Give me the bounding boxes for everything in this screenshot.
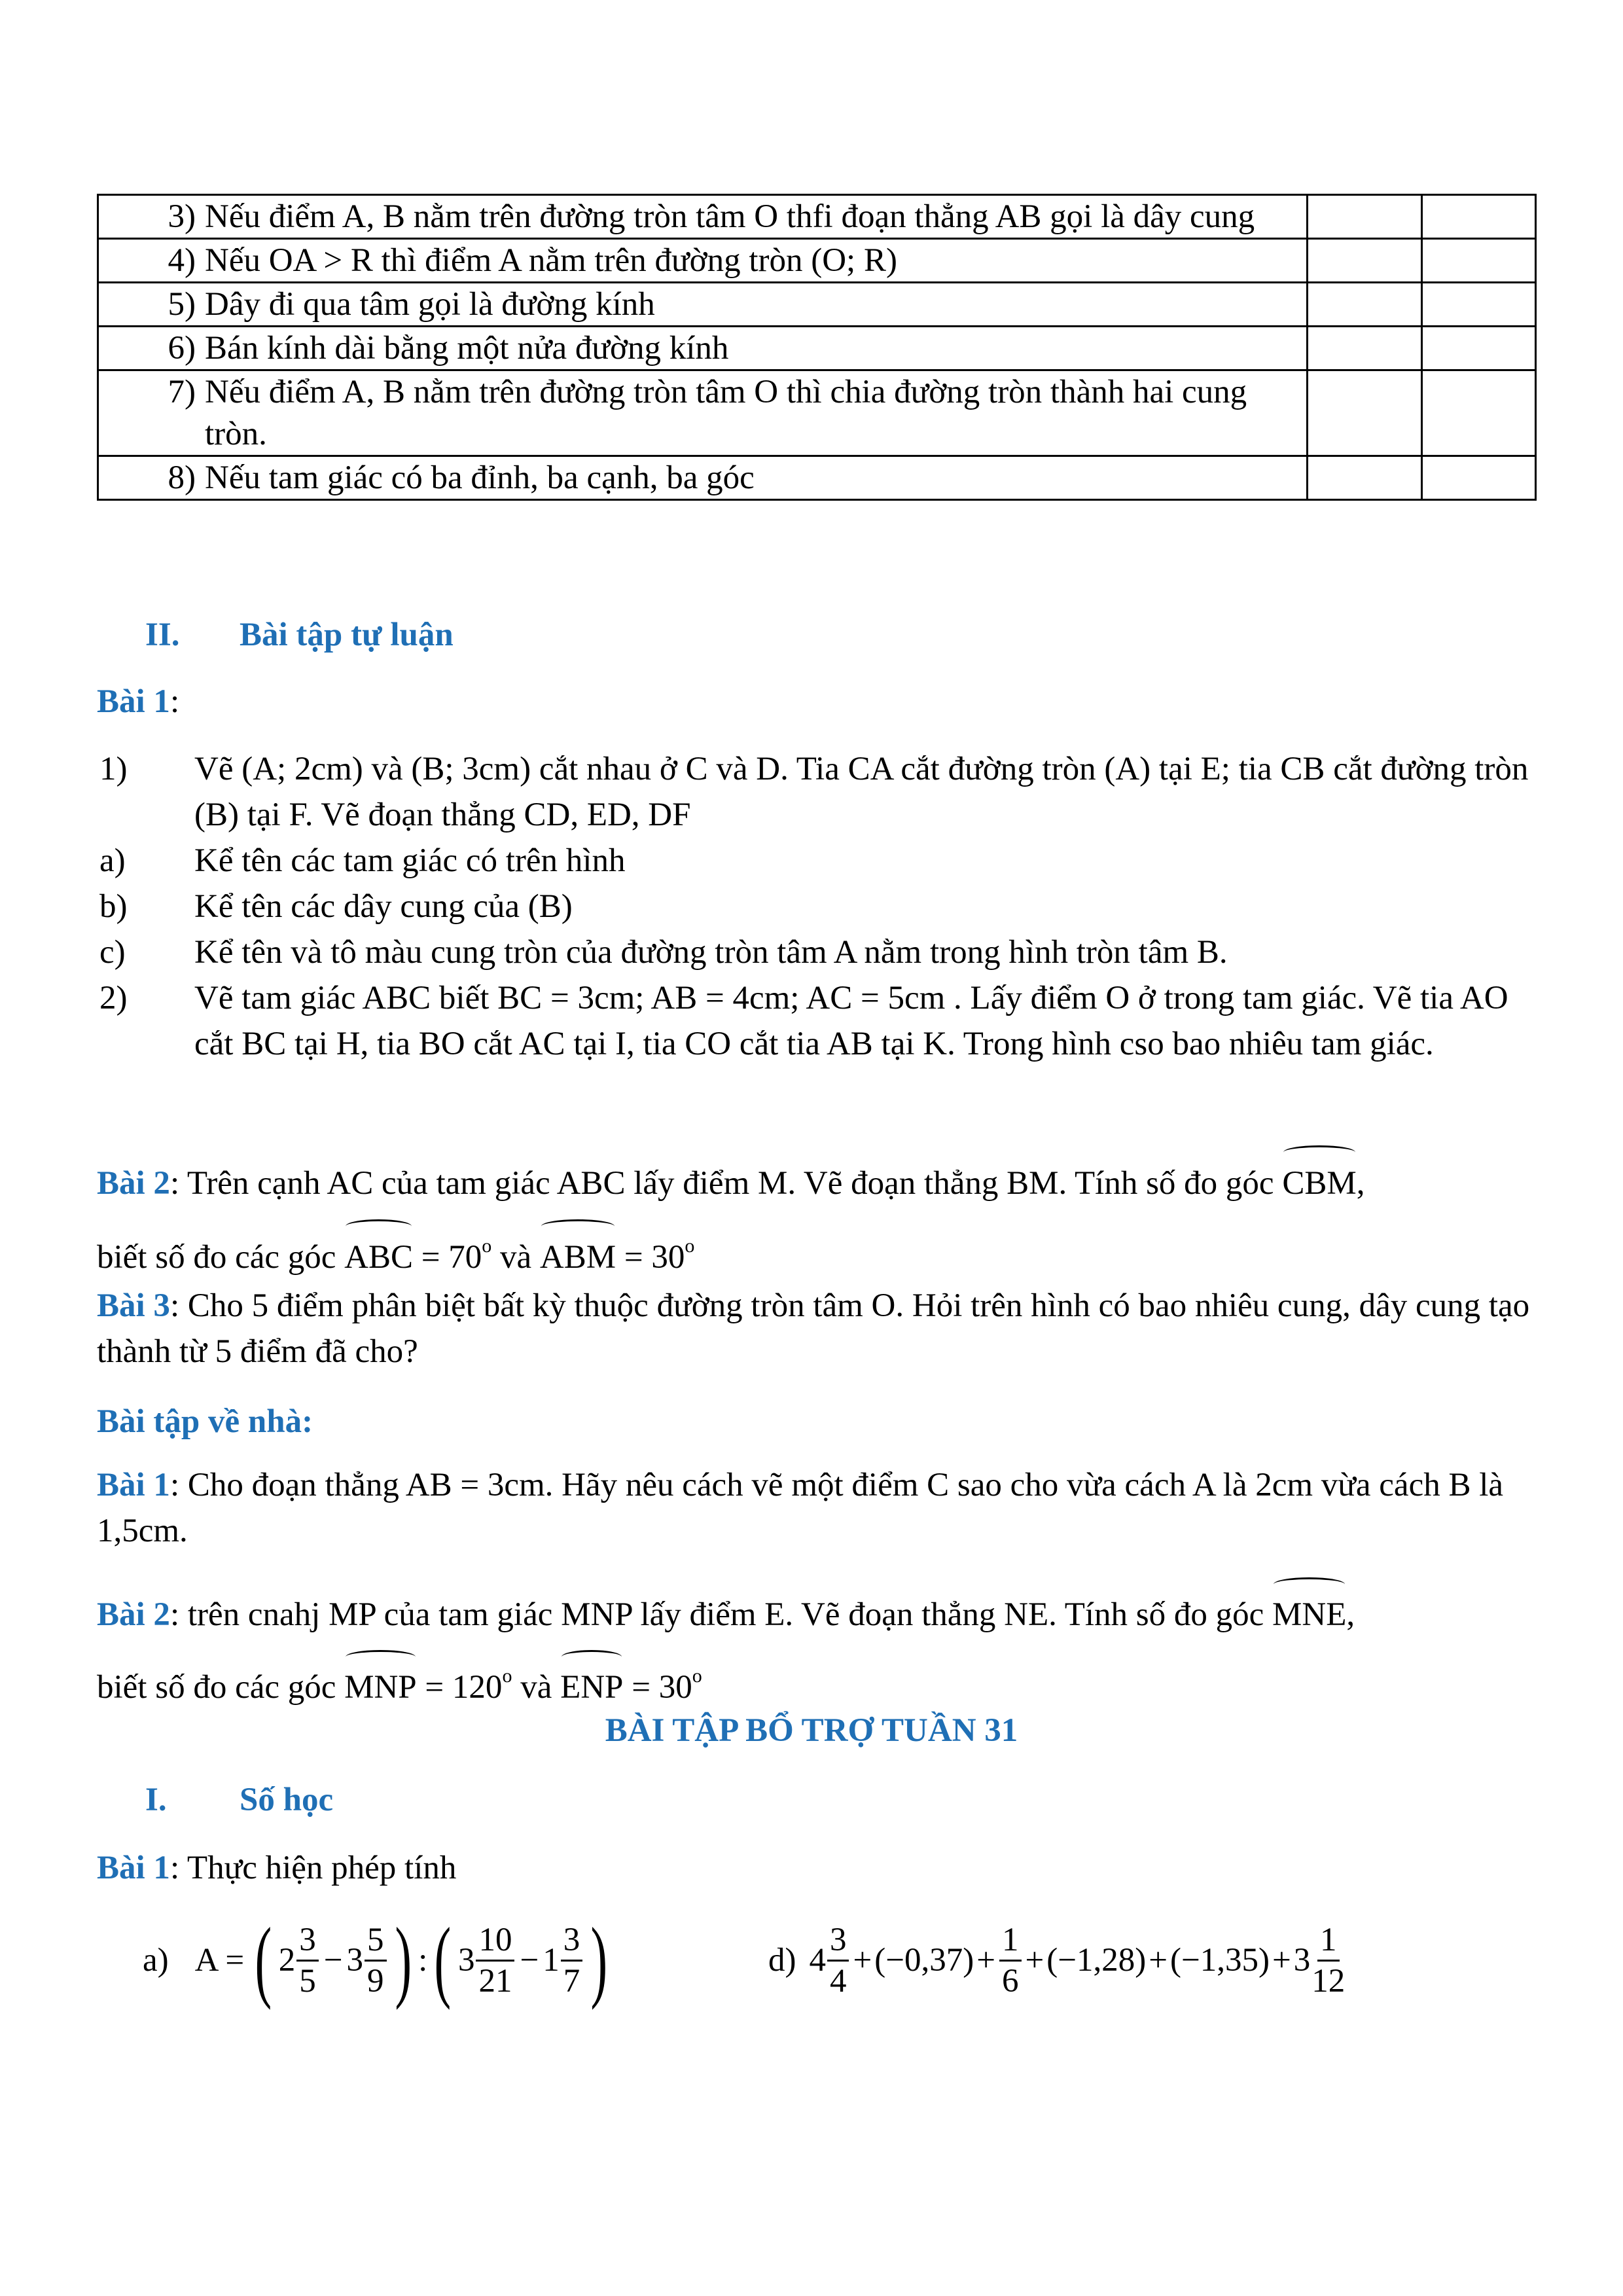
true-answer-box[interactable] [1308, 283, 1421, 327]
numerator: 3 [561, 1920, 583, 1962]
comma: , [1346, 1596, 1355, 1633]
denominator: 7 [563, 1962, 580, 2000]
false-answer-box[interactable] [1421, 239, 1535, 283]
list-item [97, 884, 1537, 929]
statement-text: Nếu điểm A, B nằm trên đường tròn tâm O thfi đoạn thẳng AB gọi là dây cung [205, 198, 1255, 235]
exercise-text: biết số đo các góc [97, 1669, 345, 1706]
true-answer-box[interactable] [1308, 327, 1421, 370]
statement-text: Bán kính dài bằng một nửa đường kính [205, 330, 729, 367]
whole-part: 3 [1293, 1942, 1311, 1979]
denominator: 6 [1002, 1962, 1019, 2000]
true-answer-box[interactable] [1308, 456, 1421, 500]
exercise-text: : Thực hiện phép tính [169, 1850, 457, 1886]
exercise-text: : Trên cạnh AC của tam giác ABC lấy điểm M. Vẽ đoạn thẳng BM. Tính số đo góc [169, 1165, 1283, 1202]
section-heading [145, 614, 179, 656]
operator: + [1025, 1942, 1044, 1979]
exercise-label: Bài 2 [97, 1596, 170, 1633]
angle-abc: ABC [344, 1226, 413, 1289]
angle-value: = 120 [416, 1669, 503, 1706]
open-paren: ( [255, 1909, 272, 2011]
whole-part: 4 [809, 1942, 826, 1979]
denominator: 21 [478, 1962, 512, 2000]
term: (−1,35) [1170, 1942, 1270, 1979]
item-marker: 1) [99, 751, 128, 787]
fraction [999, 1920, 1022, 2001]
numerator: 5 [365, 1920, 387, 1962]
degree-mark: o [685, 1235, 695, 1257]
exercise-text: : Cho 5 điểm phân biệt bất kỳ thuộc đường tròn tâm O. Hỏi trên hình có bao nhiêu cung, dây cung tạo thành từ 5 điểm đã cho? [97, 1287, 1530, 1370]
list-item [97, 975, 1537, 1067]
angle-cbm: CBM [1282, 1152, 1356, 1215]
item-text: Kể tên và tô màu cung tròn của đường tròn tâm A nằm trong hình tròn tâm B. [194, 934, 1228, 971]
statement-number: 7) [168, 374, 196, 410]
exercise-3 [97, 1283, 1537, 1374]
exercise-label: Bài 1 [97, 1467, 170, 1503]
statement-cell [98, 195, 1308, 239]
exercise-label: Bài 3 [97, 1287, 170, 1324]
exercise-label: Bài 1 [97, 683, 170, 720]
true-answer-box[interactable] [1308, 370, 1421, 456]
true-answer-box[interactable] [1308, 195, 1421, 239]
angle-mne: MNE [1272, 1584, 1346, 1645]
false-answer-box[interactable] [1421, 456, 1535, 500]
expression-lhs: A = [194, 1942, 245, 1979]
fraction [296, 1920, 319, 2001]
exercise-1-heading [97, 681, 179, 723]
angle-abm: ABM [540, 1226, 616, 1289]
list-item [97, 838, 1537, 884]
statement-text: Nếu điểm A, B nằm trên đường tròn tâm O thì chia đường tròn thành hai cung tròn. [205, 374, 1247, 452]
statement-row [98, 327, 1536, 370]
statement-cell [98, 327, 1308, 370]
operator: + [1149, 1942, 1168, 1979]
statement-row [98, 195, 1536, 239]
conjunction: và [512, 1669, 561, 1706]
exercise-2 [97, 1152, 1537, 1289]
statement-cell [98, 370, 1308, 456]
exercise-text: biết số đo các góc [97, 1239, 345, 1276]
whole-part: 1 [543, 1942, 560, 1979]
angle-value: = 30 [616, 1239, 685, 1276]
fraction [561, 1920, 583, 2001]
denominator: 12 [1311, 1962, 1346, 2000]
statement-row [98, 283, 1536, 327]
close-paren: ) [395, 1909, 412, 2011]
statement-text: Nếu tam giác có ba đỉnh, ba cạnh, ba góc [205, 459, 755, 496]
statement-cell [98, 239, 1308, 283]
homework-exercise-2 [97, 1584, 1537, 1718]
conjunction: và [491, 1239, 540, 1276]
true-answer-box[interactable] [1308, 239, 1421, 283]
statement-number: 3) [168, 198, 196, 235]
exercise-colon: : [169, 683, 180, 720]
statement-table [97, 194, 1537, 501]
term: (−0,37) [874, 1942, 974, 1979]
statement-text: Dây đi qua tâm gọi là đường kính [205, 286, 655, 323]
statement-number: 4) [168, 242, 196, 279]
exercise-text: : trên cnahj MP của tam giác MNP lấy điểm E. Vẽ đoạn thẳng NE. Tính số đo góc [169, 1596, 1273, 1633]
fraction [476, 1920, 514, 2001]
statement-number: 5) [168, 286, 196, 323]
numerator: 3 [827, 1920, 849, 1962]
section-title: Số học [240, 1782, 334, 1818]
statement-number: 8) [168, 459, 196, 496]
fraction [1311, 1920, 1345, 2001]
item-text: Vẽ tam giác ABC biết BC = 3cm; AB = 4cm; AC = 5cm . Lấy điểm O ở trong tam giác. Vẽ tia AO cắt BC tại H, tia BO cắt AC tại I, tia CO cắt tia AB tại K. Trong hình cso bao nhiêu tam giác. [194, 980, 1508, 1062]
operator: : [418, 1942, 428, 1979]
section-title: Bài tập tự luận [240, 617, 454, 653]
denominator: 4 [829, 1962, 847, 2000]
degree-mark: o [692, 1665, 702, 1687]
operator: − [520, 1942, 539, 1979]
arith-exercise-heading [97, 1847, 456, 1889]
section-number: II. [145, 617, 180, 653]
operator: + [976, 1942, 995, 1979]
angle-enp: ENP [560, 1657, 623, 1718]
degree-mark: o [502, 1665, 512, 1687]
statement-cell [98, 283, 1308, 327]
homework-exercise-1 [97, 1462, 1537, 1554]
week-title: BÀI TẬP BỔ TRỢ TUẦN 31 [605, 1712, 1018, 1749]
denominator: 5 [299, 1962, 316, 2000]
whole-part: 3 [346, 1942, 364, 1979]
open-paren: ( [434, 1909, 452, 2011]
whole-part: 3 [457, 1942, 475, 1979]
exercise-label: Bài 1 [97, 1850, 170, 1886]
fraction [365, 1920, 387, 2001]
item-marker: 2) [99, 980, 128, 1016]
item-marker: b) [99, 888, 128, 925]
statement-row [98, 456, 1536, 500]
whole-part: 2 [278, 1942, 296, 1979]
statement-number: 6) [168, 330, 196, 367]
item-text: Vẽ (A; 2cm) và (B; 3cm) cắt nhau ở C và D. Tia CA cắt đường tròn (A) tại E; tia CB cắt đường tròn (B) tại F. Vẽ đoạn thẳng CD, ED, DF [194, 751, 1529, 833]
false-answer-box[interactable] [1421, 283, 1535, 327]
fraction [827, 1920, 849, 2001]
list-item [97, 746, 1537, 838]
exercise-1-list [97, 746, 1537, 1067]
angle-value: = 30 [623, 1669, 692, 1706]
operator: − [323, 1942, 343, 1979]
item-text: Kể tên các dây cung của (B) [194, 888, 573, 925]
item-marker: d) [768, 1942, 796, 1979]
list-item [97, 929, 1537, 975]
expression-a [143, 1905, 615, 2016]
operator: + [1272, 1942, 1291, 1979]
denominator: 9 [367, 1962, 384, 2000]
false-answer-box[interactable] [1421, 195, 1535, 239]
item-marker: a) [143, 1942, 169, 1979]
statement-cell [98, 456, 1308, 500]
item-text: Kể tên các tam giác có trên hình [194, 842, 626, 879]
close-paren: ) [590, 1909, 608, 2011]
numerator: 10 [476, 1920, 514, 1962]
numerator: 3 [296, 1920, 319, 1962]
numerator: 1 [999, 1920, 1022, 1962]
statement-row [98, 370, 1536, 456]
operator: + [853, 1942, 872, 1979]
exercise-label: Bài 2 [97, 1165, 170, 1202]
statement-row [98, 239, 1536, 283]
exercise-text: : Cho đoạn thẳng AB = 3cm. Hãy nêu cách vẽ một điểm C sao cho vừa cách A là 2cm vừa cách B là 1,5cm. [97, 1467, 1504, 1549]
expression-d [768, 1905, 1346, 2016]
section-number: I. [145, 1782, 167, 1818]
homework-heading: Bài tập về nhà: [97, 1403, 313, 1440]
item-marker: c) [99, 934, 126, 971]
item-marker: a) [99, 842, 126, 879]
angle-mnp: MNP [344, 1657, 417, 1718]
false-answer-box[interactable] [1421, 370, 1535, 456]
false-answer-box[interactable] [1421, 327, 1535, 370]
numerator: 1 [1317, 1920, 1340, 1962]
term: (−1,28) [1046, 1942, 1147, 1979]
degree-mark: o [482, 1235, 492, 1257]
comma: , [1356, 1165, 1365, 1202]
statement-text: Nếu OA > R thì điểm A nằm trên đường tròn (O; R) [205, 242, 897, 279]
angle-value: = 70 [413, 1239, 482, 1276]
